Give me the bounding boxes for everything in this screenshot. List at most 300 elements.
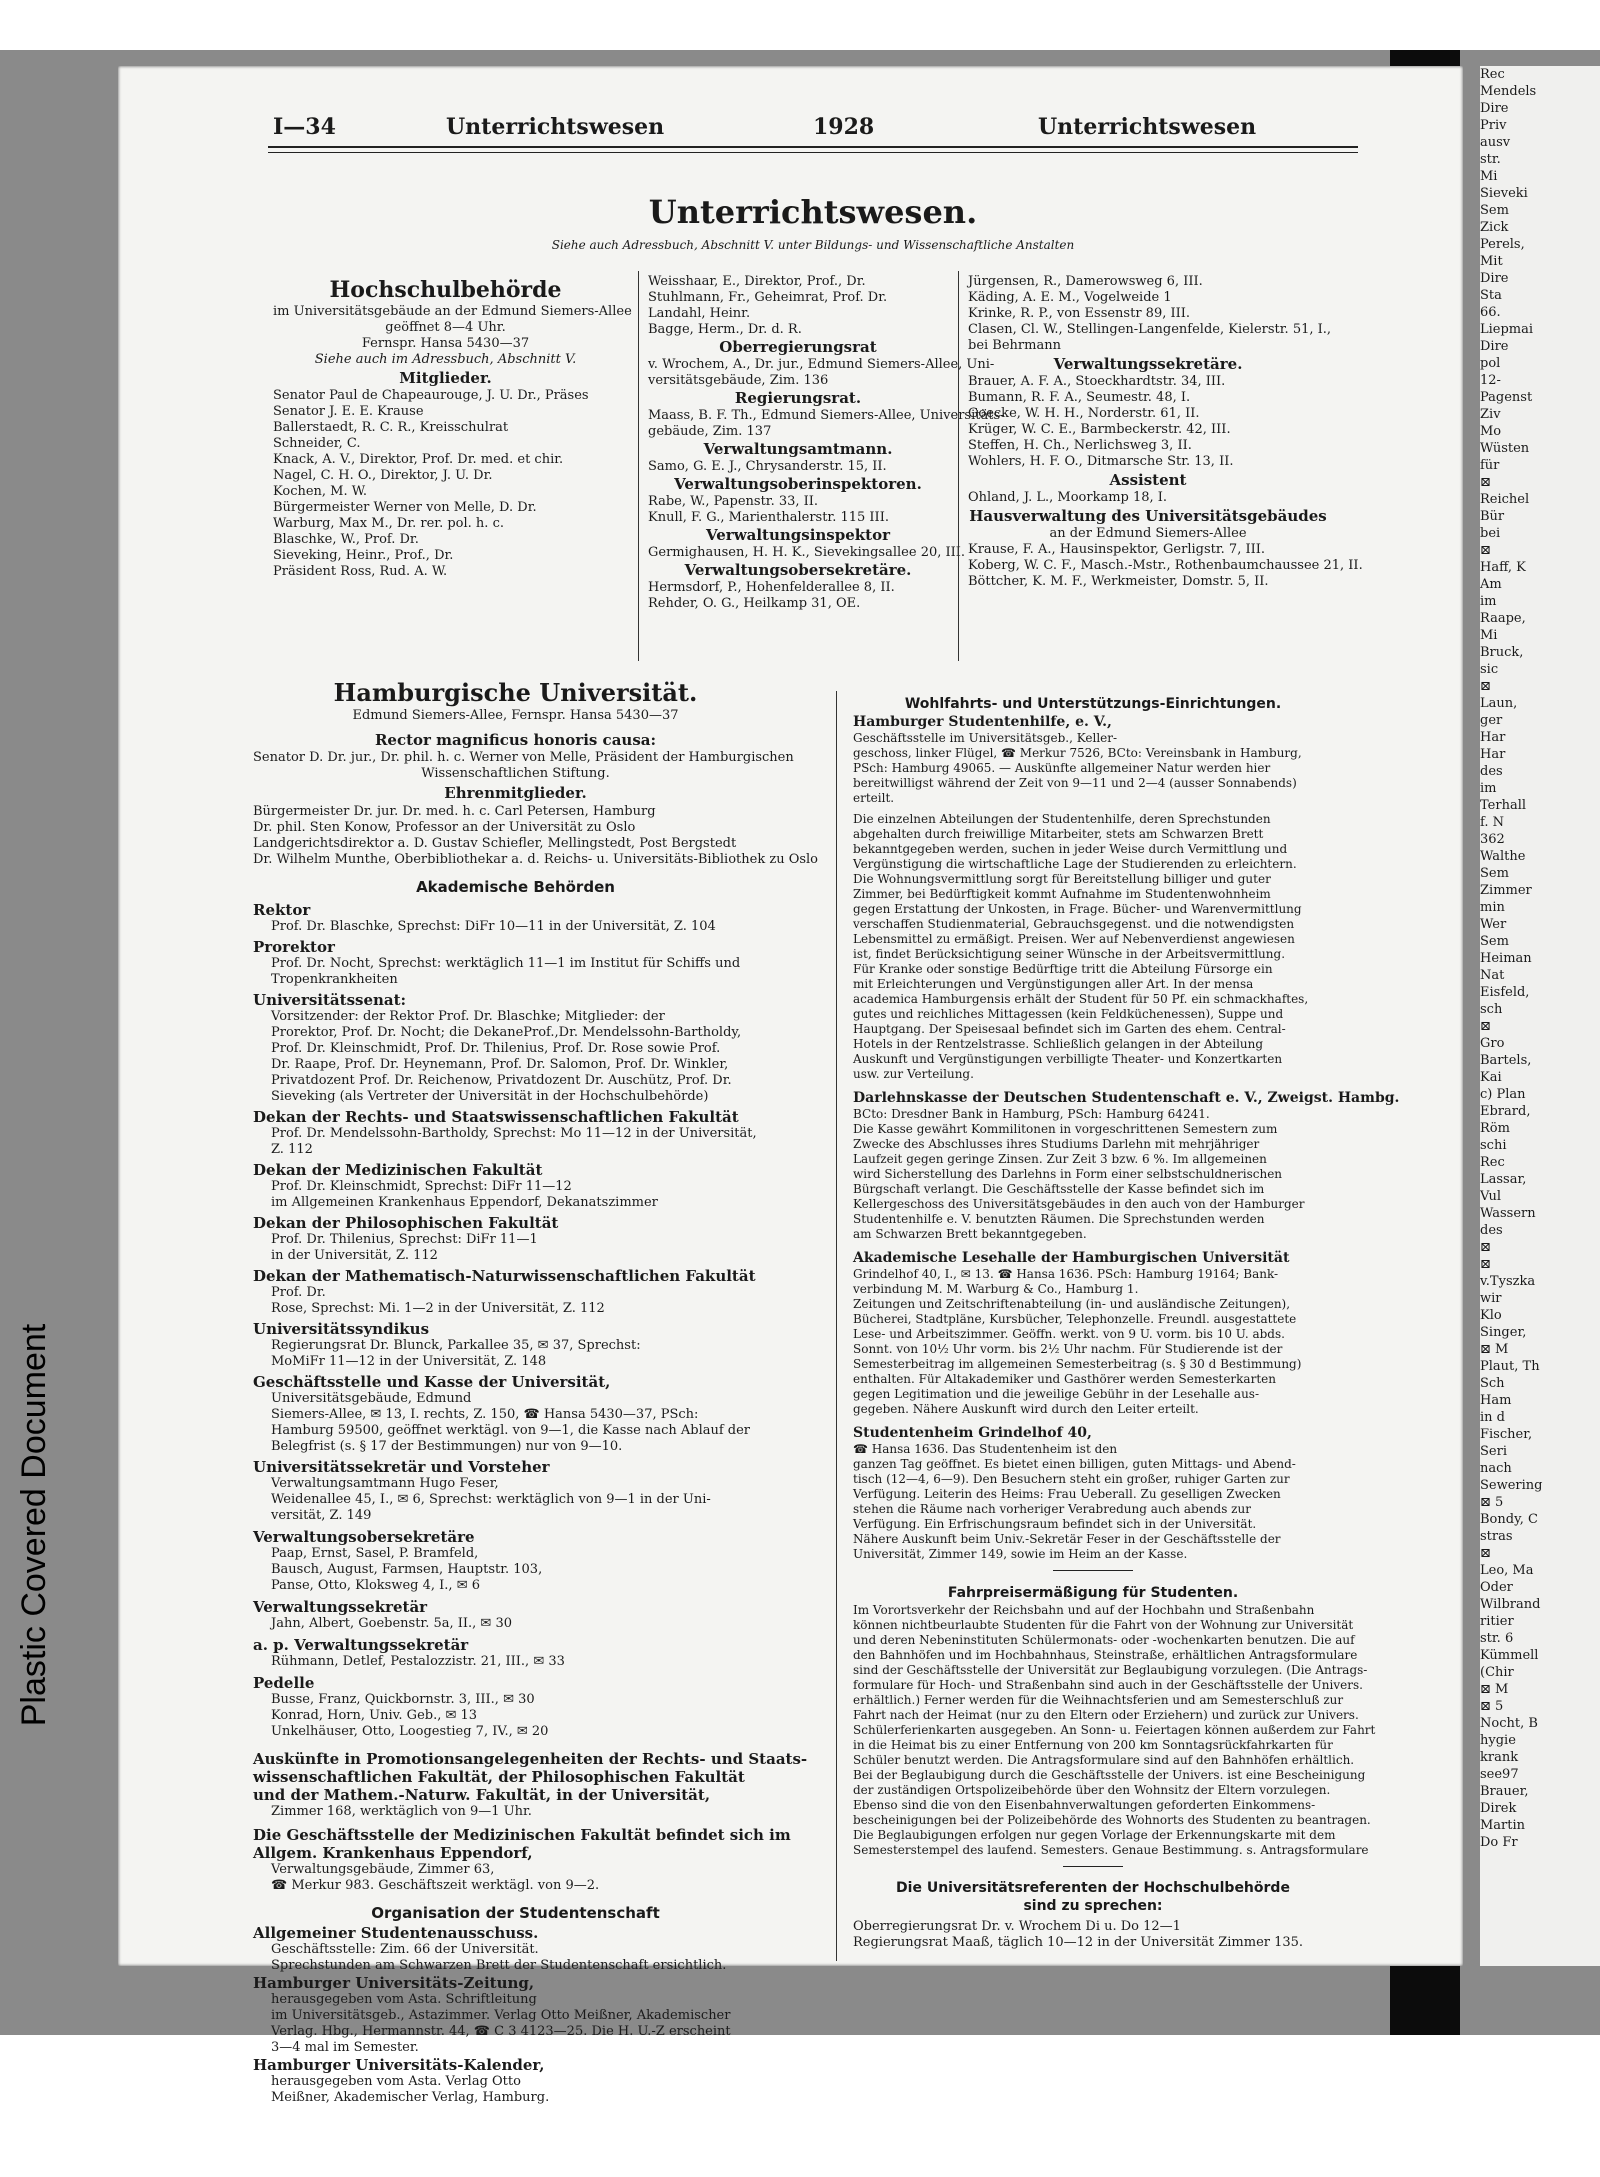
darlehn-line: Kellergeschoss des Universitätsgebäudes in den auch von der Hamburger xyxy=(853,1197,1305,1211)
referenten-line: Oberregierungsrat Dr. v. Wrochem Di u. Do 12—1 xyxy=(853,1919,1181,1934)
next-page-fragment: Sem xyxy=(1480,866,1509,881)
wohlfahrt-body-line: gegen Erstattung der Unkosten, in Frage. Bücher- und Warenvermittlung xyxy=(853,902,1302,916)
next-page-fragment: Mendels xyxy=(1480,84,1537,99)
uni-subline: Konrad, Horn, Univ. Geb., ✉ 13 xyxy=(271,1708,478,1723)
spacer xyxy=(253,868,778,876)
org-entry-line: herausgegeben vom Asta. Schriftleitung xyxy=(271,1992,537,2007)
col2-heading: Regierungsrat. xyxy=(734,389,862,407)
next-page-fragment: pol xyxy=(1480,356,1501,371)
staff-line: versitätsgebäude, Zim. 136 xyxy=(648,373,829,388)
staff-line: Stuhlmann, Fr., Geheimrat, Prof. Dr. xyxy=(648,290,888,305)
next-page-fragment: Oder xyxy=(1480,1580,1513,1595)
akad-entry-heading: Prorektor xyxy=(253,938,335,956)
next-page-fragment: (Chir xyxy=(1480,1665,1514,1680)
next-page-fragment: Pagenst xyxy=(1480,390,1533,405)
heim-line: Universität, Zimmer 149, sowie im Heim an der Kasse. xyxy=(853,1547,1188,1561)
auskunft-heading: wissenschaftlichen Fakultät, der Philosophischen Fakultät xyxy=(253,1768,745,1786)
next-page-fragment: Sta xyxy=(1480,288,1502,303)
member-line: Blaschke, W., Prof. Dr. xyxy=(273,532,419,547)
next-page-fragment: ⊠ xyxy=(1480,1257,1491,1272)
wohlfahrt-body-line: bekanntgegeben werden, suchen in jeder Weise durch Vermittlung und xyxy=(853,842,1288,856)
wohlfahrt-body-line: Vergünstigung die wirtschaftliche Lage der Studierenden zu erleichtern. xyxy=(853,857,1297,871)
next-page-fragment: wir xyxy=(1480,1291,1502,1306)
next-page-fragment: Do Fr xyxy=(1480,1835,1518,1850)
next-page-fragment: ⊠ xyxy=(1480,1546,1491,1561)
staff-line: Steffen, H. Ch., Nerlichsweg 3, II. xyxy=(968,438,1192,453)
uni-subline: Paap, Ernst, Sasel, P. Bramfeld, xyxy=(271,1546,479,1561)
next-page-fragment: Leo, Ma xyxy=(1480,1563,1534,1578)
next-page-fragment: sch xyxy=(1480,1002,1503,1017)
akad-entry-line: MoMiFr 11—12 in der Universität, Z. 148 xyxy=(271,1354,547,1369)
next-page-fragment: ⊠ 5 xyxy=(1480,1699,1504,1714)
fahrpreis-line: und deren Nebeninstituten Schülermonats- oder -wochenkarten benutzen. Die auf xyxy=(853,1633,1355,1647)
next-page-fragment: Reichel xyxy=(1480,492,1530,507)
next-page-fragment: Zimmer xyxy=(1480,883,1532,898)
staff-line: Krinke, R. P., von Essenstr 89, III. xyxy=(968,306,1191,321)
next-page-fragment: Lassar, xyxy=(1480,1172,1527,1187)
staff-line: Rabe, W., Papenstr. 33, II. xyxy=(648,494,819,509)
darlehn-line: Bürgschaft verlangt. Die Geschäftsstelle der Kasse befindet sich im xyxy=(853,1182,1265,1196)
next-page-fragment: Dire xyxy=(1480,339,1509,354)
fahrpreis-line: den Bahnhöfen und im Hochbahnhaus, Steinstraße, erhältlichen Antragsformulare xyxy=(853,1648,1358,1662)
wohlfahrt-line: bereitwilligst während der Zeit von 9—11 und 2—4 (ausser Sonnabends) xyxy=(853,776,1297,790)
akad-entry-line: Universitätsgebäude, Edmund xyxy=(271,1391,472,1406)
next-page-fragment: für xyxy=(1480,458,1500,473)
next-page-fragment: Klo xyxy=(1480,1308,1502,1323)
uni-subline: Panse, Otto, Kloksweg 4, I., ✉ 6 xyxy=(271,1578,480,1593)
wohlfahrt-body-line: Zimmer, bei Bedürftigkeit kommt Aufnahme im Studentenwohnheim xyxy=(853,887,1271,901)
hochschul-line: geöffnet 8—4 Uhr. xyxy=(385,320,506,335)
staff-line: Goecke, W. H. H., Norderstr. 61, II. xyxy=(968,406,1200,421)
fahrpreis-line: Im Vorortsverkehr der Reichsbahn und auf der Hochbahn und Straßenbahn xyxy=(853,1603,1315,1617)
org-entry-line: Meißner, Akademischer Verlag, Hamburg. xyxy=(271,2090,550,2105)
darlehn-line: BCto: Dresdner Bank in Hamburg, PSch: Hamburg 64241. xyxy=(853,1107,1210,1121)
document-page xyxy=(118,66,1463,2105)
auskunft-line: Zimmer 168, werktäglich von 9—1 Uhr. xyxy=(271,1804,532,1819)
akad-entry-line: Prof. Dr. Thilenius, Sprechst: DiFr 11—1 xyxy=(271,1232,538,1247)
heim-line: stehen die Räume nach vorheriger Verabredung auch abends zur xyxy=(853,1502,1251,1516)
wohlfahrt-body-line: Die einzelnen Abteilungen der Studentenhilfe, deren Sprechstunden xyxy=(853,812,1271,826)
next-page-fragment: Bruck, xyxy=(1480,645,1524,660)
next-page-fragment: Sewering xyxy=(1480,1478,1543,1493)
next-page-fragment: Heiman xyxy=(1480,951,1532,966)
spacer xyxy=(253,1894,778,1902)
section-rule xyxy=(1053,1570,1133,1571)
darlehn-line: Die Kasse gewährt Kommilitonen in vorgeschrittenen Semestern zum xyxy=(853,1122,1278,1136)
next-page-fragment: stras xyxy=(1480,1529,1513,1544)
next-page-fragment: Sem xyxy=(1480,203,1509,218)
wohlfahrt-body-line: mit Erleichterungen und Vergünstigungen aller Art. In der mensa xyxy=(853,977,1254,991)
next-page-fragment: Wassern xyxy=(1480,1206,1536,1221)
next-page-fragment: ritier xyxy=(1480,1614,1514,1629)
org-entry-line: Geschäftsstelle: Zim. 66 der Universität. xyxy=(271,1942,539,1957)
akad-entry-line: Prof. Dr. Nocht, Sprechst: werktäglich 11—1 im Institut für Schiffs und xyxy=(271,956,741,971)
next-page-fragment: Raape, xyxy=(1480,611,1526,626)
next-page-fragment: Fischer, xyxy=(1480,1427,1533,1442)
main-subtitle: Siehe auch Adressbuch, Abschnitt V. unter Bildungs- und Wissenschaftliche Anstalten xyxy=(551,238,1075,252)
wohlfahrt-body-line: usw. zur Verteilung. xyxy=(853,1067,974,1081)
gesch-line: ☎ Merkur 983. Geschäftszeit werktägl. von 9—2. xyxy=(271,1878,600,1893)
staff-line: Käding, A. E. M., Vogelweide 1 xyxy=(968,290,1172,305)
akad-entry-line: versität, Z. 149 xyxy=(271,1508,372,1523)
staff-line: Brauer, A. F. A., Stoeckhardtstr. 34, III. xyxy=(968,374,1226,389)
uni-address: Edmund Siemers-Allee, Fernspr. Hansa 5430—37 xyxy=(352,708,679,723)
akad-entry-line: Rose, Sprechst: Mi. 1—2 in der Universität, Z. 112 xyxy=(271,1301,605,1316)
column-divider xyxy=(836,691,837,1961)
next-page-fragment: Nocht, B xyxy=(1480,1716,1538,1731)
fahrpreis-line: der zuständigen Ortspolizeibehörde über den Wohnsitz der Eltern vorzulegen. xyxy=(853,1783,1331,1797)
lesehalle-line: gegen Legitimation und die jeweilige Gebühr in der Lesehalle aus- xyxy=(853,1387,1260,1401)
akad-entry-line: Verwaltungsamtmann Hugo Feser, xyxy=(271,1476,499,1491)
darlehn-line: Laufzeit gegen geringe Zinsen. Zur Zeit 3 bzw. 6 %. Im allgemeinen xyxy=(853,1152,1267,1166)
next-page-fragment: Ham xyxy=(1480,1393,1512,1408)
staff-line: Wohlers, H. F. O., Ditmarsche Str. 13, II. xyxy=(968,454,1234,469)
org-entry-line: 3—4 mal im Semester. xyxy=(271,2040,419,2055)
col2-heading: Oberregierungsrat xyxy=(719,338,877,356)
uni-subheading: Pedelle xyxy=(253,1674,315,1692)
col2-heading: Verwaltungsobersekretäre. xyxy=(684,561,912,579)
akad-entry-heading: Dekan der Philosophischen Fakultät xyxy=(253,1214,559,1232)
section-rule xyxy=(1063,1866,1123,1867)
akad-entry-line: Prorektor, Prof. Dr. Nocht; die DekaneProf.,Dr. Mendelssohn-Bartholdy, xyxy=(271,1025,742,1040)
staff-line: Samo, G. E. J., Chrysanderstr. 15, II. xyxy=(648,459,887,474)
header-rule xyxy=(268,146,1358,148)
staff-line: bei Behrmann xyxy=(968,338,1061,353)
next-page-fragment: Liepmai xyxy=(1480,322,1534,337)
next-page-fragment: in d xyxy=(1480,1410,1505,1425)
wohlfahrt-body-line: Lebensmittel zu ermäßigt. Preisen. Wer auf Nebenverdienst angewiesen xyxy=(853,932,1295,946)
next-page-edge xyxy=(1480,66,1600,1966)
next-page-fragment: Mi xyxy=(1480,628,1498,643)
main-title: Unterrichtswesen. xyxy=(648,193,978,231)
col3-heading: Verwaltungssekretäre. xyxy=(1053,355,1243,373)
member-line: Senator J. E. E. Krause xyxy=(273,404,424,419)
next-page-fragment: ⊠ xyxy=(1480,679,1491,694)
next-page-fragment: Sch xyxy=(1480,1376,1505,1391)
fahrpreis-line: können nichtbeurlaubte Studenten für die Fahrt von der Wohnung zur Universität xyxy=(853,1618,1354,1632)
next-page-fragment: ausv xyxy=(1480,135,1511,150)
next-page-fragment: Sieveki xyxy=(1480,186,1528,201)
fahrpreis-line: Die Beglaubigungen erfolgen nur gegen Vorlage der Erkennungskarte mit dem xyxy=(853,1828,1336,1842)
column-divider xyxy=(638,271,639,661)
uni-subheading: Verwaltungssekretär xyxy=(253,1598,428,1616)
uni-subline: Jahn, Albert, Goebenstr. 5a, II., ✉ 30 xyxy=(271,1616,512,1631)
akad-entry-line: Hamburg 59500, geöffnet werktägl. von 9—1, die Kasse nach Ablauf der xyxy=(271,1423,751,1438)
next-page-fragment: krank xyxy=(1480,1750,1519,1765)
next-page-fragment: Röm xyxy=(1480,1121,1510,1136)
next-page-fragment: Wilbrand xyxy=(1480,1597,1541,1612)
universitaet-section xyxy=(253,678,819,2106)
next-page-fragment: see97 xyxy=(1480,1767,1519,1782)
lesehalle-line: Grindelhof 40, I., ✉ 13. ☎ Hansa 1636. PSch: Hamburg 19164; Bank- xyxy=(853,1267,1279,1281)
fahrpreis-line: sind der Geschäftsstelle der Universität zur Beglaubigung vorzulegen. (Die Antrags- xyxy=(853,1663,1368,1677)
mitglieder-list xyxy=(273,388,618,580)
staff-line: Rehder, O. G., Heilkamp 31, OE. xyxy=(648,596,861,611)
staff-line: Germighausen, H. H. K., Sievekingsallee 20, III. xyxy=(648,545,966,560)
member-line: Nagel, C. H. O., Direktor, J. U. Dr. xyxy=(273,468,493,483)
wohlfahrt-line: Geschäftsstelle im Universitätsgeb., Keller- xyxy=(853,731,1118,745)
fahrpreis-line: Schüler benutzt werden. Die Antragsformulare sind auf den Bahnhöfen erhältlich. xyxy=(853,1753,1355,1767)
wohlfahrt-body-line: academica Hamburgensis erhält der Student für 50 Pf. ein schmackhaftes, xyxy=(853,992,1309,1006)
fahrpreis-line: Fahrt nach der Heimat (nur zu den Eltern oder Erziehern) und zurück zur Univers. xyxy=(853,1708,1359,1722)
heim-line: Verfügung. Leiterin des Heims: Frau Ueberall. Zu geselligen Zwecken xyxy=(853,1487,1281,1501)
lesehalle-line: Bücherei, Stadtpläne, Kursbücher, Telephonzelle. Freundl. ausgestattete xyxy=(853,1312,1297,1326)
fahrpreis-line: Bei der Beglaubigung durch die Geschäftsstelle der Univers. ist eine Bescheinigung xyxy=(853,1768,1366,1782)
staff-line: Böttcher, K. M. F., Werkmeister, Domstr. 5, II. xyxy=(968,574,1269,589)
next-page-fragment: Mi xyxy=(1480,169,1498,184)
spacer xyxy=(853,1082,1333,1090)
next-page-fragment: Priv xyxy=(1480,118,1507,133)
next-page-fragment: Mit xyxy=(1480,254,1503,269)
next-page-fragment: ger xyxy=(1480,713,1503,728)
heim-heading: Studentenheim Grindelhof 40, xyxy=(853,1425,1092,1441)
hochschul-section xyxy=(273,276,632,580)
column-divider xyxy=(958,271,959,661)
next-page-fragment: im xyxy=(1480,594,1497,609)
next-page-fragment: ⊠ 5 xyxy=(1480,1495,1504,1510)
next-page-fragment: ⊠ M xyxy=(1480,1682,1509,1697)
next-page-fragment: Haff, K xyxy=(1480,560,1526,575)
lesehalle-line: enthalten. Für Altakademiker und Gasthörer werden Semesterkarten xyxy=(853,1372,1276,1386)
member-line: Präsident Ross, Rud. A. W. xyxy=(273,564,448,579)
org-entry-line: herausgegeben vom Asta. Verlag Otto xyxy=(271,2074,521,2089)
next-page-fragment: Dire xyxy=(1480,101,1509,116)
darlehn-line: Studentenhilfe e. V. benutzten Räumen. Die Sprechstunden werden xyxy=(853,1212,1265,1226)
next-page-fragment: v.Tyszka xyxy=(1480,1274,1536,1289)
col3-subheading: an der Edmund Siemers-Allee xyxy=(1049,526,1247,541)
next-page-fragment: des xyxy=(1480,764,1503,779)
next-page-fragment: Plaut, Th xyxy=(1480,1359,1540,1374)
akad-entry-heading: Universitätssekretär und Vorsteher xyxy=(253,1458,550,1476)
next-page-fragment: Bartels, xyxy=(1480,1053,1532,1068)
fahrpreis-line: bescheinigungen bei der Polizeibehörde des Wohnorts des Studenten zu beantragen. xyxy=(853,1813,1371,1827)
next-page-fragment: Terhall xyxy=(1480,798,1527,813)
org-entry-line: im Universitätsgeb., Astazimmer. Verlag Otto Meißner, Akademischer xyxy=(271,2008,731,2023)
staff-line: Krause, F. A., Hausinspektor, Gerligstr. 7, III. xyxy=(968,542,1266,557)
header-year: 1928 xyxy=(813,114,875,140)
wohlfahrt-body-line: Hauptgang. Der Speisesaal befindet sich im Garten des ehem. Central- xyxy=(853,1022,1286,1036)
staff-line: Weisshaar, E., Direktor, Prof., Dr. xyxy=(648,274,866,289)
next-page-fragment: Ziv xyxy=(1480,407,1501,422)
referenten-heading: Die Universitätsreferenten der Hochschulbehörde xyxy=(896,1880,1290,1896)
staff-line: Koberg, W. C. F., Masch.-Mstr., Rothenbaumchaussee 21, II. xyxy=(968,558,1363,573)
akad-entry-line: Belegfrist (s. § 17 der Bestimmungen) nur von 9—10. xyxy=(271,1439,623,1454)
uni-subline: Busse, Franz, Quickbornstr. 3, III., ✉ 30 xyxy=(271,1692,535,1707)
staff-line: Ohland, J. L., Moorkamp 18, I. xyxy=(968,490,1168,505)
heim-line: tisch (12—4, 6—9). Den Besuchern steht ein großer, ruhiger Garten zur xyxy=(853,1472,1290,1486)
wohlfahrt-line: PSch: Hamburg 49065. — Auskünfte allgemeiner Natur werden hier xyxy=(853,761,1271,775)
next-page-fragment: nach xyxy=(1480,1461,1512,1476)
akad-entry-line: Prof. Dr. Kleinschmidt, Sprechst: DiFr 11—12 xyxy=(271,1179,572,1194)
gesch-heading: Allgem. Krankenhaus Eppendorf, xyxy=(253,1844,533,1862)
next-page-fragment: Har xyxy=(1480,730,1506,745)
uni-subheading: a. p. Verwaltungssekretär xyxy=(253,1636,469,1654)
wohlfahrt-body-line: verschaffen Studienmaterial, Gebrauchsgegenst. und die notwendigsten xyxy=(853,917,1295,931)
lesehalle-line: Lese- und Arbeitszimmer. Geöffn. werkt. von 9 U. vorm. bis 10 U. abds. xyxy=(853,1327,1285,1341)
darlehn-line: am Schwarzen Brett bekanntgegeben. xyxy=(853,1227,1087,1241)
member-line: Senator Paul de Chapeaurouge, J. U. Dr., Präses xyxy=(273,388,589,403)
next-page-fragment: 66. xyxy=(1480,305,1501,320)
side-label: Plastic Covered Document xyxy=(15,1323,53,1727)
akad-entry-heading: Dekan der Rechts- und Staatswissenschaftlichen Fakultät xyxy=(253,1108,739,1126)
gesch-line: Verwaltungsgebäude, Zimmer 63, xyxy=(271,1862,495,1877)
next-page-fragment: Kümmell xyxy=(1480,1648,1539,1663)
header-right: Unterrichtswesen xyxy=(1038,114,1257,140)
darlehn-heading: Darlehnskasse der Deutschen Studentenschaft e. V., Zweigst. Hambg. xyxy=(853,1090,1400,1106)
next-page-fragment: Bondy, C xyxy=(1480,1512,1538,1527)
darlehn-line: wird Sicherstellung des Darlehns in Form einer selbstschuldnerischen xyxy=(853,1167,1283,1181)
staff-line: v. Wrochem, A., Dr. jur., Edmund Siemers-Allee, Uni- xyxy=(648,357,995,372)
akad-entry-heading: Universitätssenat: xyxy=(253,991,407,1009)
right-section xyxy=(853,694,1400,1951)
heim-line: Verfügung. Ein Erfrischungsraum befindet sich in der Universität. xyxy=(853,1517,1257,1531)
ehren-line: Dr. phil. Sten Konow, Professor an der Universität zu Oslo xyxy=(253,820,636,835)
wohlfahrt-heading: Wohlfahrts- und Unterstützungs-Einrichtungen. xyxy=(904,696,1282,712)
ehren-line: Dr. Wilhelm Munthe, Oberbibliothekar a. d. Reichs- u. Universitäts-Bibliothek zu Oslo xyxy=(253,852,819,867)
next-page-fragment: c) Plan xyxy=(1480,1087,1526,1102)
member-line: Ballerstaedt, R. C. R., Kreisschulrat xyxy=(273,420,509,435)
akad-entry-heading: Universitätssyndikus xyxy=(253,1320,430,1338)
ehren-line: Landgerichtsdirektor a. D. Gustav Schiefler, Mellingstedt, Post Bergstedt xyxy=(253,836,737,851)
darlehn-line: Zwecke des Abschlusses ihres Studiums Darlehn mit mehrjähriger xyxy=(853,1137,1260,1151)
wohlfahrt-entry-heading: Hamburger Studentenhilfe, e. V., xyxy=(853,714,1112,730)
org-entry-heading: Allgemeiner Studentenausschuss. xyxy=(253,1924,539,1942)
wohlfahrt-body-line: abgehalten durch freiwillige Mitarbeiter, stets am Schwarzen Brett xyxy=(853,827,1264,841)
akad-entry-line: Privatdozent Prof. Dr. Reichenow, Privatdozent Dr. Auschütz, Prof. Dr. xyxy=(271,1073,732,1088)
akad-entry-line: Prof. Dr. xyxy=(271,1285,326,1300)
heim-line: Nähere Auskunft beim Univ.-Sekretär Feser in der Geschäftsstelle der xyxy=(853,1532,1281,1546)
uni-subline: Bausch, August, Farmsen, Hauptstr. 103, xyxy=(271,1562,543,1577)
next-page-fragment: Rec xyxy=(1480,67,1505,82)
ehren-line: Bürgermeister Dr. jur. Dr. med. h. c. Carl Petersen, Hamburg xyxy=(253,804,656,819)
next-page-fragment: des xyxy=(1480,1223,1503,1238)
member-line: Warburg, Max M., Dr. rer. pol. h. c. xyxy=(273,516,504,531)
next-page-fragment: Gro xyxy=(1480,1036,1505,1051)
referenten-line: Regierungsrat Maaß, täglich 10—12 in der Universität Zimmer 135. xyxy=(853,1935,1304,1950)
staff-line: Krüger, W. C. E., Barmbeckerstr. 42, III. xyxy=(968,422,1231,437)
fahrpreis-line: Schülerferienkarten ausgegeben. An Sonn- u. Feiertagen können außerdem zur Fahrt xyxy=(853,1723,1376,1737)
akad-entry-line: Regierungsrat Dr. Blunck, Parkallee 35, ✉ 37, Sprechst: xyxy=(271,1338,641,1353)
col3-heading: Hausverwaltung des Universitätsgebäudes xyxy=(969,507,1327,525)
spacer xyxy=(853,1417,1333,1425)
uni-subline: Unkelhäuser, Otto, Loogestieg 7, IV., ✉ 20 xyxy=(271,1724,549,1739)
hochschul-line: im Universitätsgebäude an der Edmund Siemers-Allee xyxy=(273,304,632,319)
col3-section xyxy=(968,274,1363,590)
next-page-fragment: Perels, xyxy=(1480,237,1525,252)
fahrpreis-line: Semesterstempel des laufend. Semesters. Genaue Bestimmung. s. Antragsformulare xyxy=(853,1843,1369,1857)
next-page-fragment: Martin xyxy=(1480,1818,1526,1833)
auskunft-heading: Auskünfte in Promotionsangelegenheiten der Rechts- und Staats- xyxy=(253,1750,808,1768)
org-entry-line: Verlag. Hbg., Hermannstr. 44, ☎ C 3 4123—25. Die H. U.-Z erscheint xyxy=(271,2024,731,2039)
org-entry-heading: Hamburger Universitäts-Zeitung, xyxy=(253,1974,535,1992)
staff-line: Knull, F. G., Marienthalerstr. 115 III. xyxy=(648,510,889,525)
member-line: Knack, A. V., Direktor, Prof. Dr. med. et chir. xyxy=(273,452,564,467)
wohlfahrt-body-line: Hotels in der Rentzelstrasse. Schließlich gelangen in der Abteilung xyxy=(853,1037,1264,1051)
akad-entry-heading: Geschäftsstelle und Kasse der Universität, xyxy=(253,1373,611,1391)
akad-entry-line: Dr. Raape, Prof. Dr. Heynemann, Prof. Dr. Salomon, Prof. Dr. Winkler, xyxy=(271,1057,729,1072)
next-page-fragment: Kai xyxy=(1480,1070,1502,1085)
header-left: Unterrichtswesen xyxy=(446,114,665,140)
lesehalle-line: gegeben. Nähere Auskunft wird durch den Leiter erteilt. xyxy=(853,1402,1199,1416)
next-page-fragment: Sem xyxy=(1480,934,1509,949)
next-page-fragment: f. N xyxy=(1480,815,1504,830)
next-page-fragment: schi xyxy=(1480,1138,1507,1153)
wohlfahrt-line: erteilt. xyxy=(853,791,895,805)
next-page-fragment: im xyxy=(1480,781,1497,796)
header-rule-2 xyxy=(268,152,1358,153)
next-page-fragment: bei xyxy=(1480,526,1501,541)
akad-entry-line: Vorsitzender: der Rektor Prof. Dr. Blaschke; Mitglieder: der xyxy=(271,1009,665,1024)
next-page-fragment: Bür xyxy=(1480,509,1505,524)
member-line: Bürgermeister Werner von Melle, D. Dr. xyxy=(273,500,537,515)
akad-entry-line: Prof. Dr. Kleinschmidt, Prof. Dr. Thilenius, Prof. Dr. Rose sowie Prof. xyxy=(271,1041,721,1056)
staff-line: Clasen, Cl. W., Stellingen-Langenfelde, Kielerstr. 51, I., xyxy=(968,322,1332,337)
member-line: Sieveking, Heinr., Prof., Dr. xyxy=(273,548,454,563)
wohlfahrt-body-line: Für Kranke oder sonstige Bedürftige tritt die Abteilung Fürsorge ein xyxy=(853,962,1273,976)
gesch-heading: Die Geschäftsstelle der Medizinischen Fakultät befindet sich im xyxy=(253,1826,791,1844)
hochschul-line: Siehe auch im Adressbuch, Abschnitt V. xyxy=(314,352,577,367)
member-line: Schneider, C. xyxy=(273,436,361,451)
staff-line: Bagge, Herm., Dr. d. R. xyxy=(648,322,802,337)
wohlfahrt-body-line: ist, findet Berücksichtigung seiner Wünsche in der Arbeitsvermittlung. xyxy=(853,947,1286,961)
next-page-fragment: Am xyxy=(1480,577,1502,592)
staff-line: Hermsdorf, P., Hohenfelderallee 8, II. xyxy=(648,580,895,595)
uni-title: Hamburgische Universität. xyxy=(333,678,698,707)
fahrpreis-line: in die Heimat bis zu einer Entfernung von 200 km Sonntagsrückfahrkarten für xyxy=(853,1738,1333,1752)
col3-heading: Assistent xyxy=(1109,471,1187,489)
col2-heading: Verwaltungsamtmann. xyxy=(703,440,893,458)
next-page-fragment: ⊠ M xyxy=(1480,1342,1509,1357)
fahrpreis-line: Ebenso sind die von den Eisenbahnverwaltungen geforderten Einkommens- xyxy=(853,1798,1316,1812)
ehren-heading: Ehrenmitglieder. xyxy=(444,784,587,802)
next-page-fragment: Laun, xyxy=(1480,696,1518,711)
next-page-fragment: str. 6 xyxy=(1480,1631,1514,1646)
next-page-fragment: Eisfeld, xyxy=(1480,985,1530,1000)
auskunft-heading: und der Mathem.-Naturw. Fakultät, in der Universität, xyxy=(253,1786,711,1804)
org-entry-line: Sprechstunden am Schwarzen Brett der Studentenschaft ersichtlich. xyxy=(271,1958,727,1973)
next-page-fragment: Nat xyxy=(1480,968,1505,983)
lesehalle-line: Semesterbeitrag im allgemeinen Semesterbeitrag (s. § 30 d Bestimmung) xyxy=(853,1357,1302,1371)
next-page-fragment: Wer xyxy=(1480,917,1507,932)
akad-entry-line: Siemers-Allee, ✉ 13, I. rechts, Z. 150, ☎ Hansa 5430—37, PSch: xyxy=(271,1407,699,1422)
wohlfahrt-body-line: Die Wohnungsvermittlung sorgt für Bereitstellung billiger und guter xyxy=(853,872,1271,886)
next-page-fragment: Wüsten xyxy=(1480,441,1530,456)
spacer xyxy=(853,1242,1333,1250)
next-page-fragment: Rec xyxy=(1480,1155,1505,1170)
wohlfahrt-body-line: gutes und reichliches Mittagessen (kein Feldküchenessen), Suppe und xyxy=(853,1007,1284,1021)
akad-entry-line: in der Universität, Z. 112 xyxy=(271,1248,438,1263)
next-page-fragment: sic xyxy=(1480,662,1499,677)
lesehalle-line: verbindung M. M. Warburg & Co., Hamburg 1. xyxy=(853,1282,1139,1296)
col2-heading: Verwaltungsoberinspektoren. xyxy=(674,475,922,493)
akad-entry-line: Sieveking (als Vertreter der Universität in der Hochschulbehörde) xyxy=(271,1089,709,1104)
lesehalle-line: Zeitungen und Zeitschriftenabteilung (in- und ausländische Zeitungen), xyxy=(853,1297,1291,1311)
next-page-fragment: hygie xyxy=(1480,1733,1516,1748)
akad-entry-line: Z. 112 xyxy=(271,1142,313,1157)
col2-heading: Verwaltungsinspektor xyxy=(705,526,891,544)
next-page-fragment: Mo xyxy=(1480,424,1502,439)
akad-heading: Akademische Behörden xyxy=(416,878,615,896)
rector-heading: Rector magnificus honoris causa: xyxy=(374,731,657,749)
next-page-fragment: Walthe xyxy=(1480,849,1526,864)
akad-entry-line: Prof. Dr. Blaschke, Sprechst: DiFr 10—11 in der Universität, Z. 104 xyxy=(271,919,716,934)
next-page-fragment: Direk xyxy=(1480,1801,1517,1816)
next-page-fragment: ⊠ xyxy=(1480,543,1491,558)
org-entry-heading: Hamburger Universitäts-Kalender, xyxy=(253,2056,545,2074)
staff-line: Jürgensen, R., Damerowsweg 6, III. xyxy=(968,274,1203,289)
next-page-fragment: Ebrard, xyxy=(1480,1104,1531,1119)
page-number: I—34 xyxy=(273,114,336,140)
